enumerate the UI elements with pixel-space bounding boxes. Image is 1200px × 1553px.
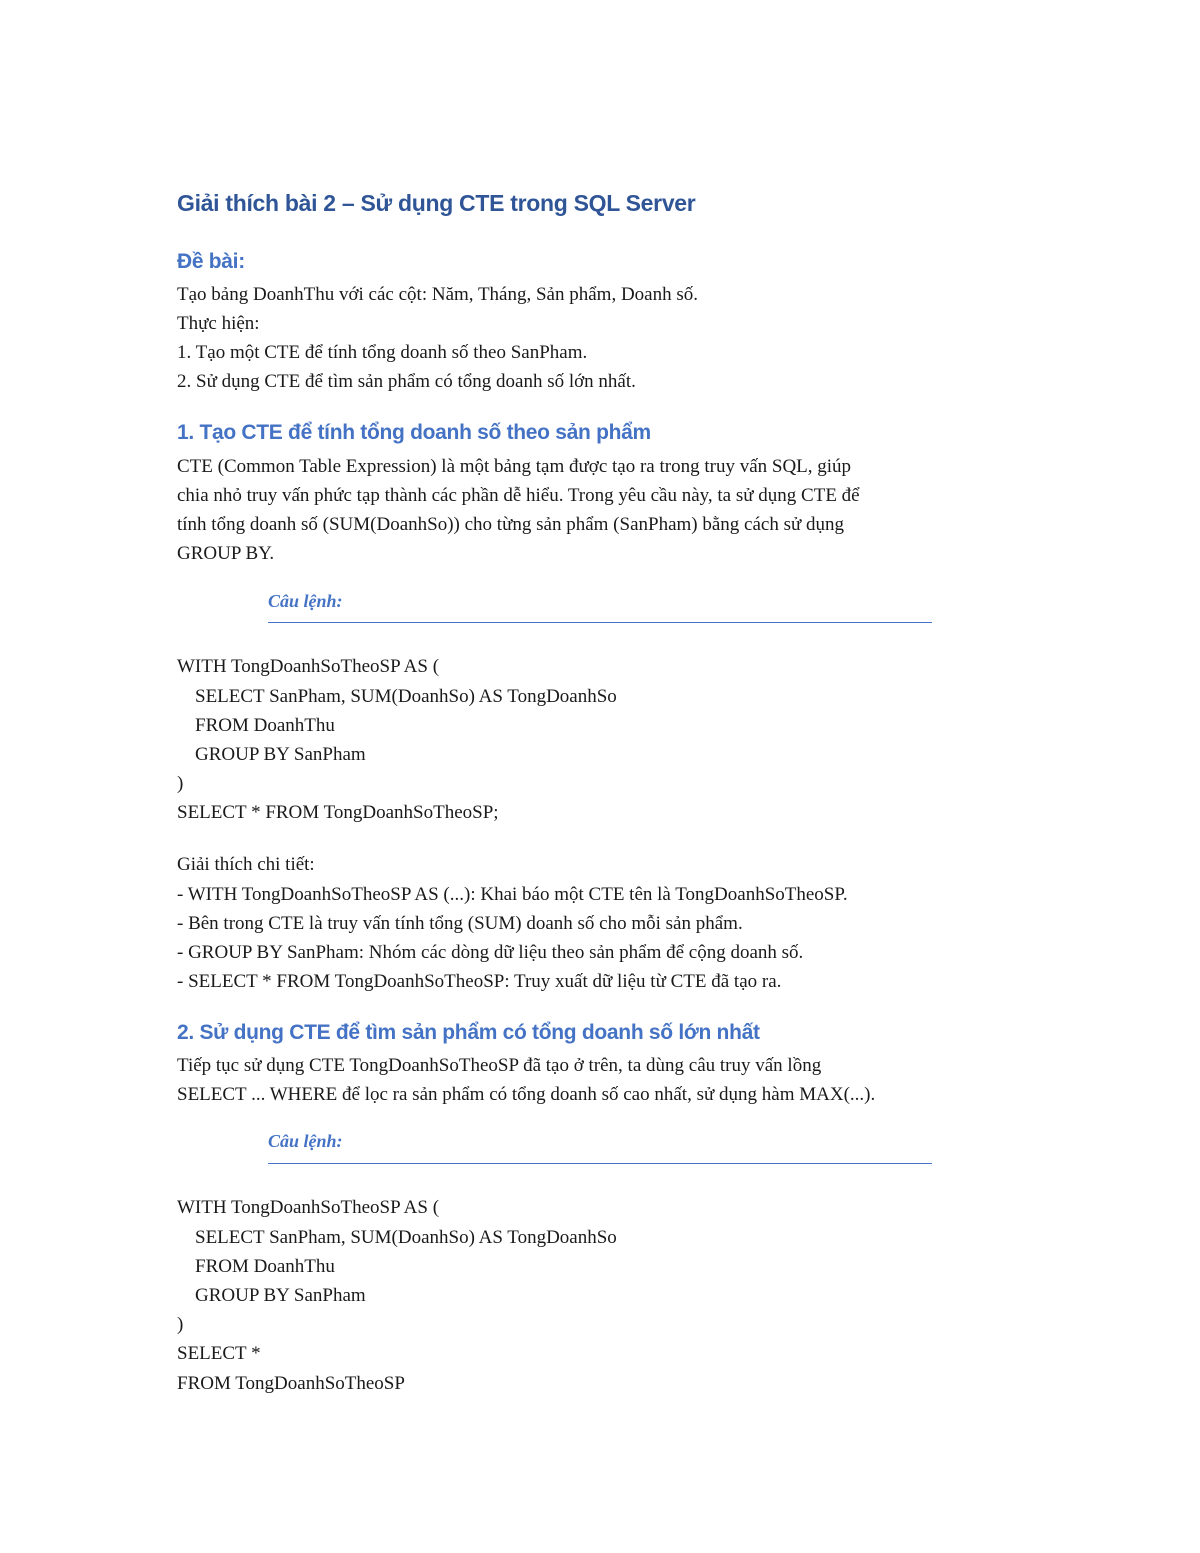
code-line: SELECT SanPham, SUM(DoanhSo) AS TongDoanhSo xyxy=(195,1227,617,1248)
document-title: Giải thích bài 2 – Sử dụng CTE trong SQL Server xyxy=(177,190,696,216)
code-line: SELECT * FROM TongDoanhSoTheoSP; xyxy=(177,802,499,823)
problem-line: 1. Tạo một CTE để tính tổng doanh số theo SanPham. xyxy=(177,342,588,363)
code-line: GROUP BY SanPham xyxy=(195,744,366,765)
code-line: FROM TongDoanhSoTheoSP xyxy=(177,1373,405,1394)
section1-code-caption: Câu lệnh: xyxy=(268,591,343,611)
explain-line: - Bên trong CTE là truy vấn tính tổng (SUM) doanh số cho mỗi sản phẩm. xyxy=(177,913,743,934)
section1-heading: 1. Tạo CTE để tính tổng doanh số theo sản phẩm xyxy=(177,421,651,444)
section2-code-caption: Câu lệnh: xyxy=(268,1131,343,1151)
section2-paragraph-line: SELECT ... WHERE để lọc ra sản phẩm có tổng doanh số cao nhất, sử dụng hàm MAX(...). xyxy=(177,1084,876,1105)
explain-line: - WITH TongDoanhSoTheoSP AS (...): Khai báo một CTE tên là TongDoanhSoTheoSP. xyxy=(177,884,848,905)
explain-line: - SELECT * FROM TongDoanhSoTheoSP: Truy xuất dữ liệu từ CTE đã tạo ra. xyxy=(177,971,782,992)
explain-title: Giải thích chi tiết: xyxy=(177,854,315,875)
code-line: SELECT * xyxy=(177,1343,261,1364)
code-line: WITH TongDoanhSoTheoSP AS ( xyxy=(177,1197,440,1218)
section2-paragraph-line: Tiếp tục sử dụng CTE TongDoanhSoTheoSP đã tạo ở trên, ta dùng câu truy vấn lồng xyxy=(177,1055,822,1076)
section1-paragraph-line: GROUP BY. xyxy=(177,543,275,564)
problem-heading: Đề bài: xyxy=(177,250,245,273)
problem-line: Tạo bảng DoanhThu với các cột: Năm, Tháng, Sản phẩm, Doanh số. xyxy=(177,284,698,305)
problem-line: 2. Sử dụng CTE để tìm sản phẩm có tổng doanh số lớn nhất. xyxy=(177,371,636,392)
problem-line: Thực hiện: xyxy=(177,313,260,334)
section1-paragraph-line: tính tổng doanh số (SUM(DoanhSo)) cho từng sản phẩm (SanPham) bằng cách sử dụng xyxy=(177,514,845,535)
section1-paragraph-line: CTE (Common Table Expression) là một bảng tạm được tạo ra trong truy vấn SQL, giúp xyxy=(177,456,852,477)
caption-divider xyxy=(268,1163,932,1164)
section2-heading: 2. Sử dụng CTE để tìm sản phẩm có tổng doanh số lớn nhất xyxy=(177,1021,760,1044)
caption-divider xyxy=(268,622,932,623)
code-line: FROM DoanhThu xyxy=(195,1256,335,1277)
code-line: SELECT SanPham, SUM(DoanhSo) AS TongDoanhSo xyxy=(195,686,617,707)
explain-line: - GROUP BY SanPham: Nhóm các dòng dữ liệu theo sản phẩm để cộng doanh số. xyxy=(177,942,804,963)
code-line: FROM DoanhThu xyxy=(195,715,335,736)
code-line: ) xyxy=(177,773,184,794)
code-line: GROUP BY SanPham xyxy=(195,1285,366,1306)
code-line: WITH TongDoanhSoTheoSP AS ( xyxy=(177,656,440,677)
code-line: ) xyxy=(177,1314,184,1335)
section1-paragraph-line: chia nhỏ truy vấn phức tạp thành các phần dễ hiểu. Trong yêu cầu này, ta sử dụng CTE để xyxy=(177,485,860,506)
